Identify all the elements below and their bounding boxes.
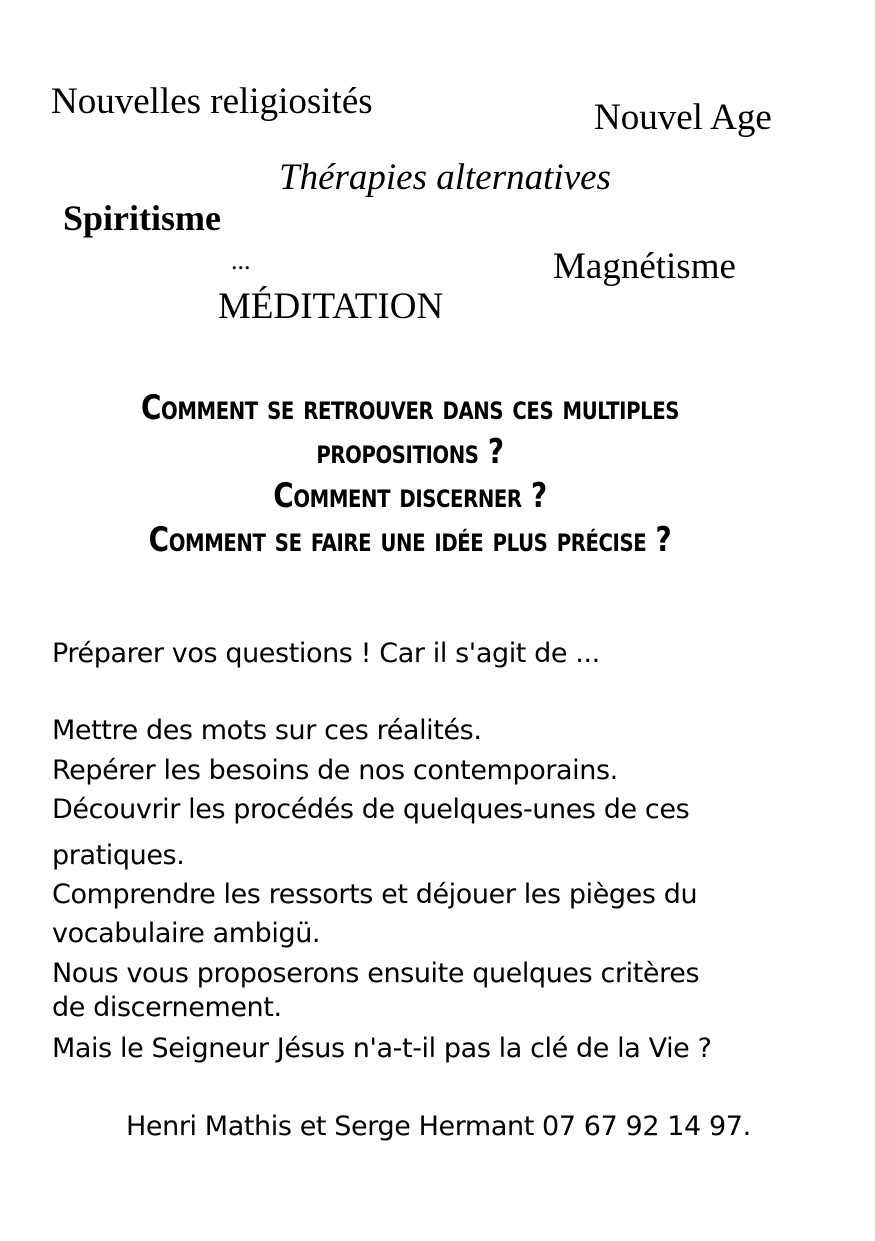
- contact-info: Henri Mathis et Serge Hermant 07 67 92 14 97.: [126, 1111, 751, 1142]
- body-line: pratiques.: [52, 840, 185, 871]
- keyword-magnetisme: Magnétisme: [553, 246, 736, 287]
- question-line: Comment discerner ?: [273, 476, 547, 516]
- body-line: Mettre des mots sur ces réalités.: [52, 715, 482, 746]
- body-line: Comprendre les ressorts et déjouer les pièges du: [52, 879, 698, 910]
- body-line: Nous vous proposerons ensuite quelques critères: [52, 958, 700, 989]
- body-line: Découvrir les procédés de quelques-unes de ces: [52, 794, 690, 825]
- keyword-nouvelles-religiosites: Nouvelles religiosités: [51, 81, 373, 122]
- question-line: Comment se faire une idée plus précise ?: [148, 520, 672, 560]
- intro-text: Préparer vos questions ! Car il s'agit de ...: [52, 638, 600, 669]
- keyword-therapies-alternatives: Thérapies alternatives: [279, 157, 611, 198]
- question-line: Comment se retrouver dans ces multiples: [140, 388, 680, 428]
- body-line: Mais le Seigneur Jésus n'a-t-il pas la clé de la Vie ?: [52, 1033, 712, 1064]
- question-line: propositions ?: [316, 432, 504, 472]
- body-line: vocabulaire ambigü.: [52, 918, 321, 949]
- keyword-nouvel-age: Nouvel Age: [594, 97, 772, 138]
- body-line: Repérer les besoins de nos contemporains.: [52, 755, 618, 786]
- keyword-spiritisme: Spiritisme: [63, 198, 221, 238]
- keyword-ellipsis: ...: [231, 246, 251, 275]
- body-line: de discernement.: [52, 992, 282, 1023]
- keyword-meditation: MÉDITATION: [218, 286, 444, 327]
